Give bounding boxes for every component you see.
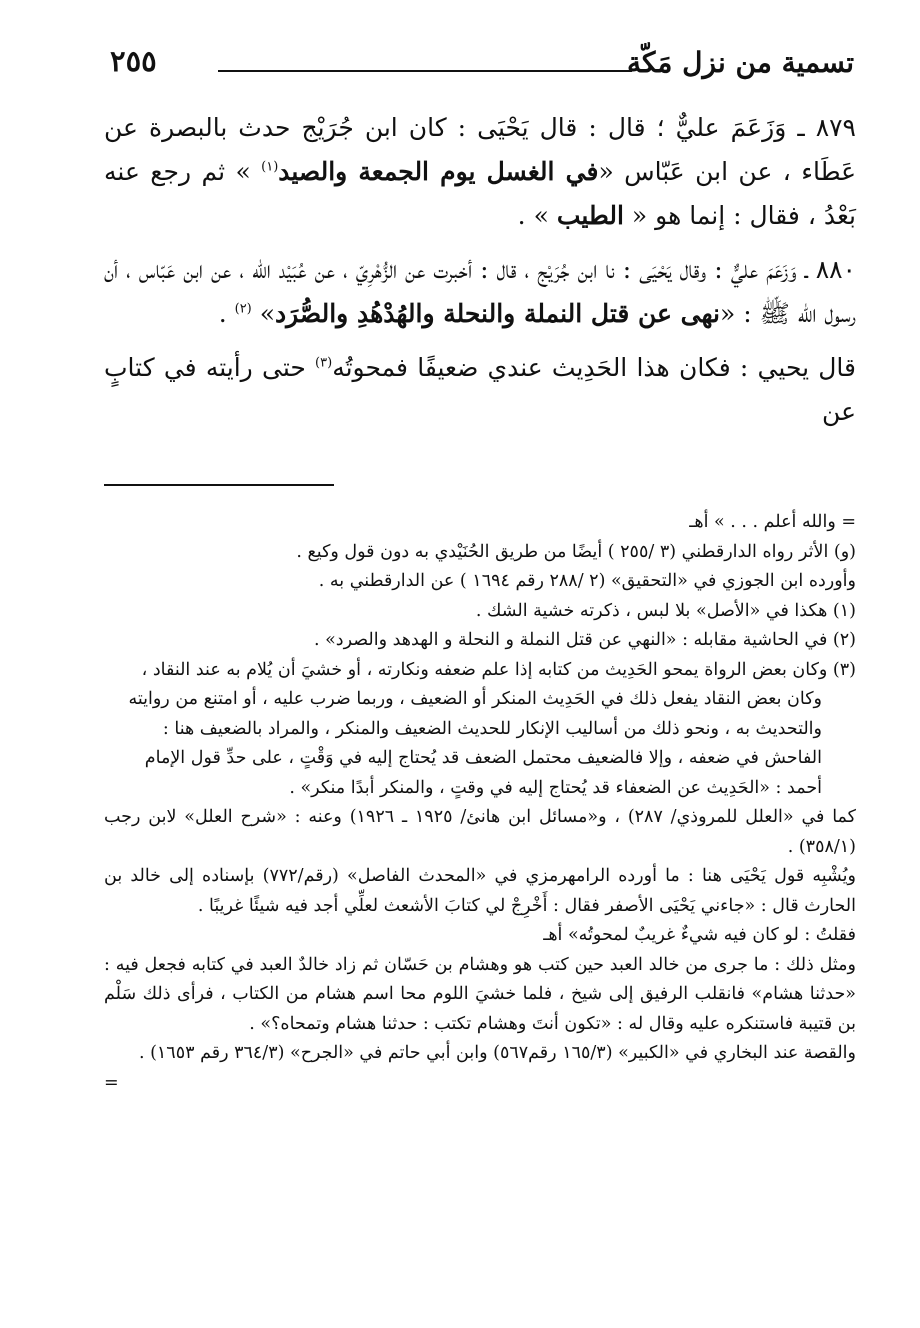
footnote-marker-2[interactable]: (٢) [234, 301, 252, 317]
continuation-marker: = [104, 1072, 119, 1093]
hadith-879-middle: » ثم رجع عنه بَعْدُ ، فقال : إنما هو « [104, 157, 856, 230]
page-number: ٢٥٥ [110, 44, 157, 78]
hadith-880 [104, 248, 856, 336]
footnote-3-continuation: والتحديث به ، ونحو ذلك من أساليب الإنكار للحديث الضعيف والمنكر ، والمراد بالضعيف هنا : [162, 718, 822, 739]
footnote-3-continuation: الفاحش في ضعفه ، وإلا فالضعيف محتمل الضعف قد يُحتاج إليه في وَقْتٍ ، على حدِّ قول الإمام [144, 748, 822, 768]
yahya-remark-lead: قال يحيي : فكان هذا الحَدِيث عندي ضعيفًا فمحوتُه [332, 353, 856, 382]
footnote-3: (٣) وكان بعض الرواة يمحو الحَدِيث من كتابه إذا علم ضعفه ونكارته ، أو خشيَ أن يُلام به عند النقاد ، [141, 659, 856, 680]
footnote-3-continuation: وكان بعض النقاد يفعل ذلك في الحَدِيث المنكر أو الضعيف ، وربما ضرب عليه ، أو امتنع من روايته [128, 689, 822, 709]
footnote-marker-3[interactable]: (٣) [315, 355, 333, 371]
yahya-remark [104, 346, 856, 434]
main-text [104, 106, 856, 444]
footnote-paragraph: ومثل ذلك : ما جرى من خالد العبد حين كتب هو وهشام بن حَسّان ثم زاد خالدٌ العبد في كتابه فجعل فيه : «حدثنا هشام» فانقلب الرفيق إلى شيخ ، فلما خشيَ اللوم محا اسم هشام من الكتاب ، فرأى ذلك سَلْم بن قتيبة فاستنكره عليه وقال له : «تكون أنتَ وهشام تكتب : حدثنا هشام وتمحاه؟» . [104, 954, 856, 1034]
footnote-2: (٢) في الحاشية مقابله : «النهي عن قتل النملة و النحلة و الهدهد والصرد» . [313, 630, 856, 650]
footnote-paragraph: فقلتُ : لو كان فيه شيءٌ غريبٌ لمحوتُه» أهـ [543, 925, 856, 945]
footnote-paragraph: والقصة عند البخاري في «الكبير» (١٦٥/٣ رقم٥٦٧) وابن أبي حاتم في «الجرح» (٣٦٤/٣ رقم ١٦٥٣) . [138, 1043, 856, 1063]
yahya-remark-end: حتى رأيته في كتابٍ عن [104, 353, 856, 426]
footnote-separator [104, 484, 334, 486]
footnote-line: (و) الأثر رواه الدارقطني (٣ /٢٥٥ ) أيضًا من طريق الحُنَيْدي به دون قول وكيع . [296, 541, 856, 562]
running-title: تسمية من نزل مَكّة [626, 46, 854, 79]
footnote-1: (١) هكذا في «الأصل» بلا لبس ، ذكرته خشية الشك . [475, 600, 856, 621]
hadith-879 [104, 106, 856, 238]
hadith-879-bold-word: الطيب [556, 201, 624, 230]
header-rule [218, 70, 632, 72]
hadith-879-lead: ٨٧٩ ـ وَزَعَمَ عليٌّ ؛ قال : قال يَحْيَى : كان ابن جُرَيْج حدث بالبصرة عن عَطَاء ، عن ابن عَبّاس « [104, 113, 856, 186]
footnote-3-continuation: أحمد : «الحَدِيث عن الضعفاء قد يُحتاج إليه في وقتٍ ، والمنكر أبدًا منكر» . [289, 777, 822, 798]
hadith-880-tail: . [218, 299, 235, 328]
hadith-879-bold-text: في الغسل يوم الجمعة والصيد [278, 157, 599, 186]
footnotes [104, 508, 856, 1098]
page-header [108, 42, 854, 88]
footnote-paragraph: كما في «العلل للمروذي/ ٢٨٧) ، و«مسائل ابن هانئ/ ١٩٢٥ ـ ١٩٢٦) وعنه : «شرح العلل» لابن رجب (٣٥٨/١) . [104, 807, 856, 857]
footnote-line: = والله أعلم . . . » أهـ [689, 512, 856, 532]
hadith-880-bold-text: نهى عن قتل النملة والنحلة والهُدْهُدِ والصُّرَد [275, 299, 720, 328]
hadith-880-end: » [251, 299, 275, 328]
footnote-paragraph: ويُشْبِه قول يَحْيَى هنا : ما أورده الرامهرمزي في «المحدث الفاصل» (رقم/٧٧٢) بإسناده إلى خالد بن الحارث قال : «جاءني يَحْيَى الأصفر فقال : أَخْرِجْ لي كتابَ الأشعث لعلِّي أجد فيه شيئًا غريبًا . [104, 866, 856, 916]
hadith-879-end: » . [517, 201, 557, 230]
hadith-880-lead: ٨٨٠ ـ وَزَعَمَ عليٌّ : وقال يَحْيَى : نا ابن جُرَيْج ، قال : أخبرت عن الزُّهْرِيّ ، عن عُبَيْد الله ، عن ابن عَبّاس ، أن رسول الله ﷺ : « [104, 255, 856, 328]
footnote-line: وأورده ابن الجوزي في «التحقيق» (٢ /٢٨٨ رقم ١٦٩٤ ) عن الدارقطني به . [318, 571, 856, 591]
footnote-marker-1[interactable]: (١) [261, 159, 279, 175]
